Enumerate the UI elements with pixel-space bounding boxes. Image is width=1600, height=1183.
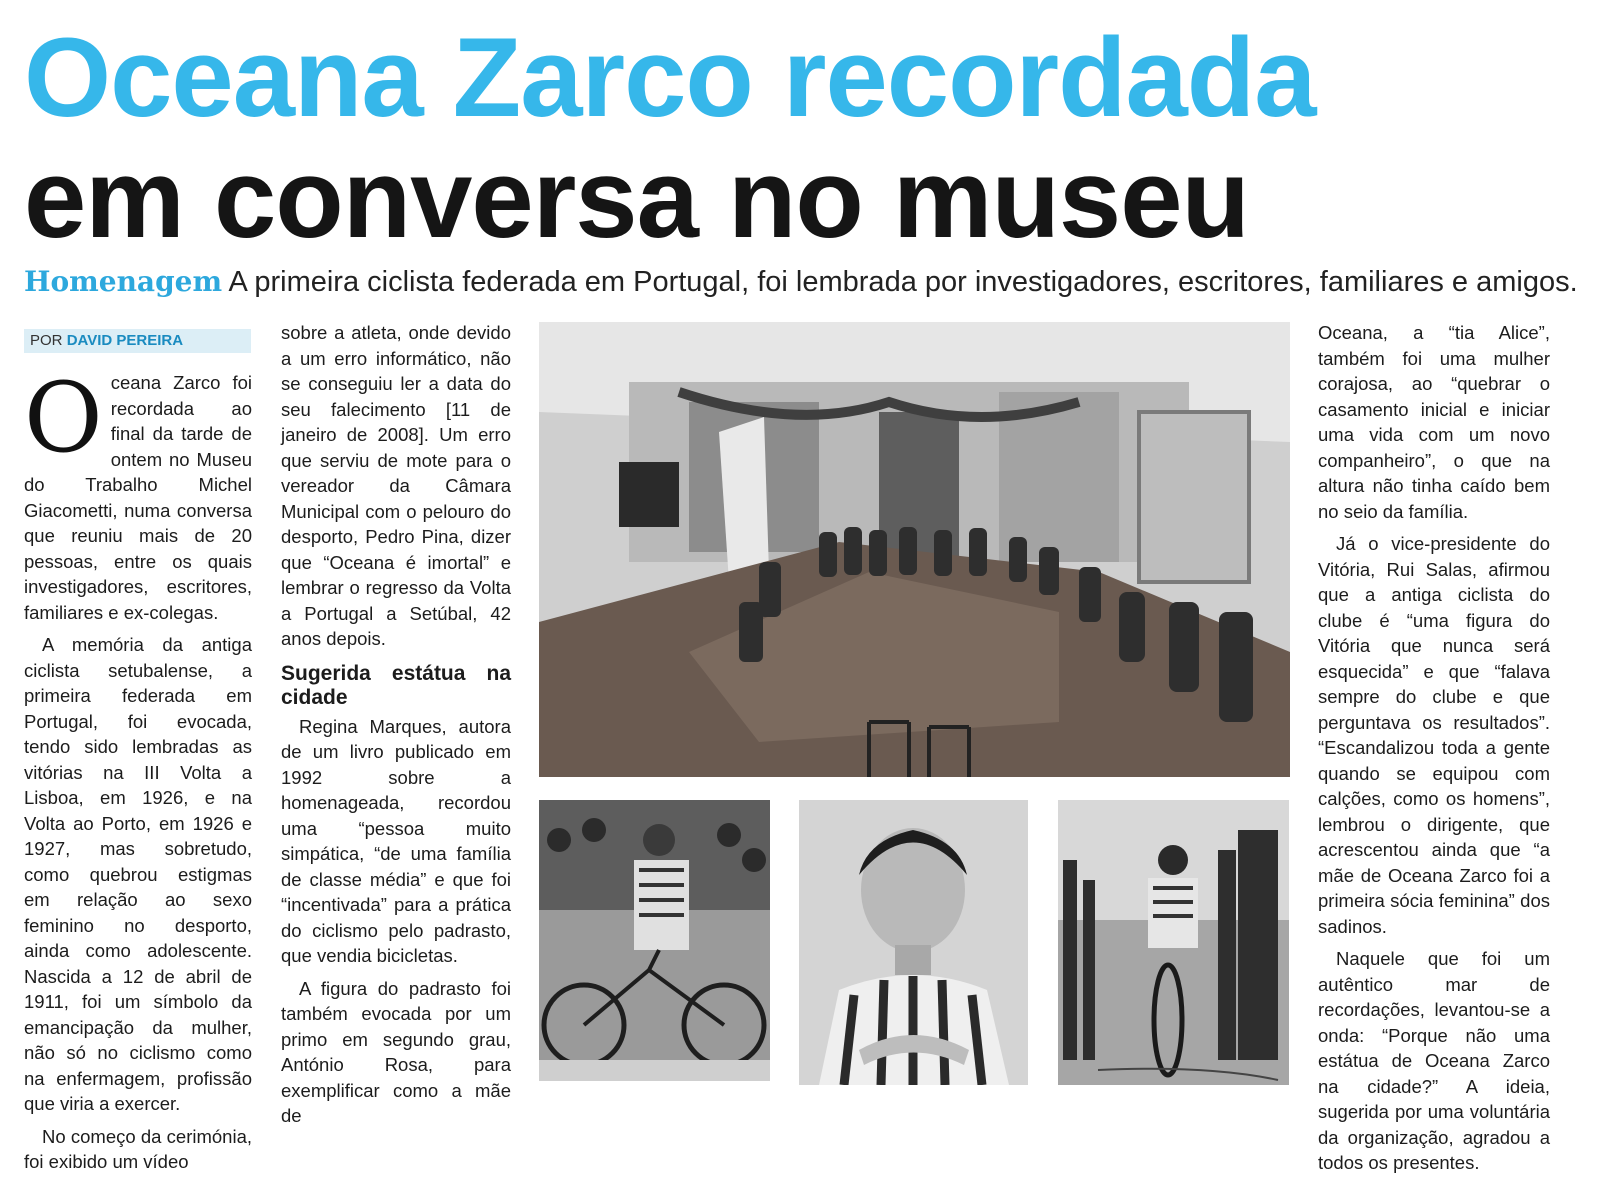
deck — [24, 264, 1584, 300]
paragraph-3: No começo da cerimónia, foi exibido um vídeo — [24, 1125, 252, 1172]
article-column-3 — [1318, 320, 1550, 1183]
byline-author: DAVID PEREIRA — [66, 332, 184, 349]
paragraph-7: Oceana, a “tia Alice”, também foi uma mulher corajosa, ao “quebrar o casamento inicial e iniciar uma vida com um novo companheiro”, o que na altura não tinha caído bem no seio da família. — [1318, 322, 1550, 522]
deck-kicker: Homenagem — [24, 265, 223, 298]
drop-cap: O — [24, 362, 103, 474]
paragraph-1-text: ceana Zarco foi recordada ao final da tarde de ontem no Museu do Trabalho Michel Giacometti, numa conversa que reuniu mais de 20 pessoas, entre os quais investigadores, escritores, familiares e ex-colegas. — [24, 372, 252, 623]
paragraph-1 — [24, 362, 252, 625]
paragraph-8: Já o vice-presidente do Vitória, Rui Salas, afirmou que a antiga ciclista do clube é “uma figura do Vitória que nunca será esquecida” e que “falava sempre do clube e que perguntava os resultados”. “Escandalizou toda a gente quando se equipou com calções, como os homens”, lembrou o dirigente, que acrescentou ainda que “a mãe de Oceana Zarco foi a primeira sócia feminina” dos sadinos. — [1318, 533, 1550, 937]
paragraph-5: Regina Marques, autora de um livro publicado em 1992 sobre a homenageada, recordou uma “pessoa muito simpática, “de uma família de classe média” e que foi “incentivada” para a prática do ciclismo pelo padrasto, que vendia bicicletas. — [281, 715, 511, 966]
byline-prefix: POR — [30, 332, 67, 349]
archive-photo-cyclist-race — [1058, 800, 1289, 1085]
paragraph-9: Naquele que foi um autêntico mar de recordações, levantou-se a onda: “Porque não uma estátua de Oceana Zarco na cidade?” A ideia, sugerida por uma voluntária da organização, agradou a todos os presentes. — [1318, 948, 1550, 1173]
archive-photo-cyclist-crowd — [539, 800, 770, 1081]
paragraph-6: A figura do padrasto foi também evocada por um primo em segundo grau, António Rosa, para exemplificar como a mãe de — [281, 977, 511, 1126]
paragraph-4: sobre a atleta, onde devido a um erro informático, não se conseguiu ler a data do seu falecimento [11 de janeiro de 2008]. Um erro que serviu de mote para o vereador da Câmara Municipal com o pelouro do desporto, Pedro Pina, dizer que “Oceana é imortal” e lembrar o regresso da Volta a Portugal a Setúbal, 42 anos depois. — [281, 322, 511, 649]
paragraph-2: A memória da antiga ciclista setubalense, a primeira federada em Portugal, foi evocada, tendo sido lembradas as vitórias na III Volta a Lisboa, em 1926, e na Volta ao Porto, em 1926 e 1927, mas sobretudo, como quebrou estigmas em relação ao sexo feminino no desporto, ainda como adolescente. Nascida a 12 de abril de 1911, foi um símbolo da emancipação da mulher, não só no ciclismo como na enfermagem, profissão que viria a exercer. — [24, 634, 252, 1114]
subheading: Sugerida estátua na cidade — [281, 661, 511, 709]
event-photo-museum — [539, 322, 1290, 777]
headline-line-2: em conversa no museu — [24, 136, 1249, 261]
archive-photo-portrait — [799, 800, 1028, 1085]
byline — [24, 329, 251, 353]
article-column-1 — [24, 362, 252, 1182]
deck-text: A primeira ciclista federada em Portugal, foi lembrada por investigadores, escritores, familiares e amigos. — [222, 266, 1578, 298]
article-column-2 — [281, 320, 511, 1136]
headline-line-1: Oceana Zarco recordada — [24, 15, 1316, 140]
